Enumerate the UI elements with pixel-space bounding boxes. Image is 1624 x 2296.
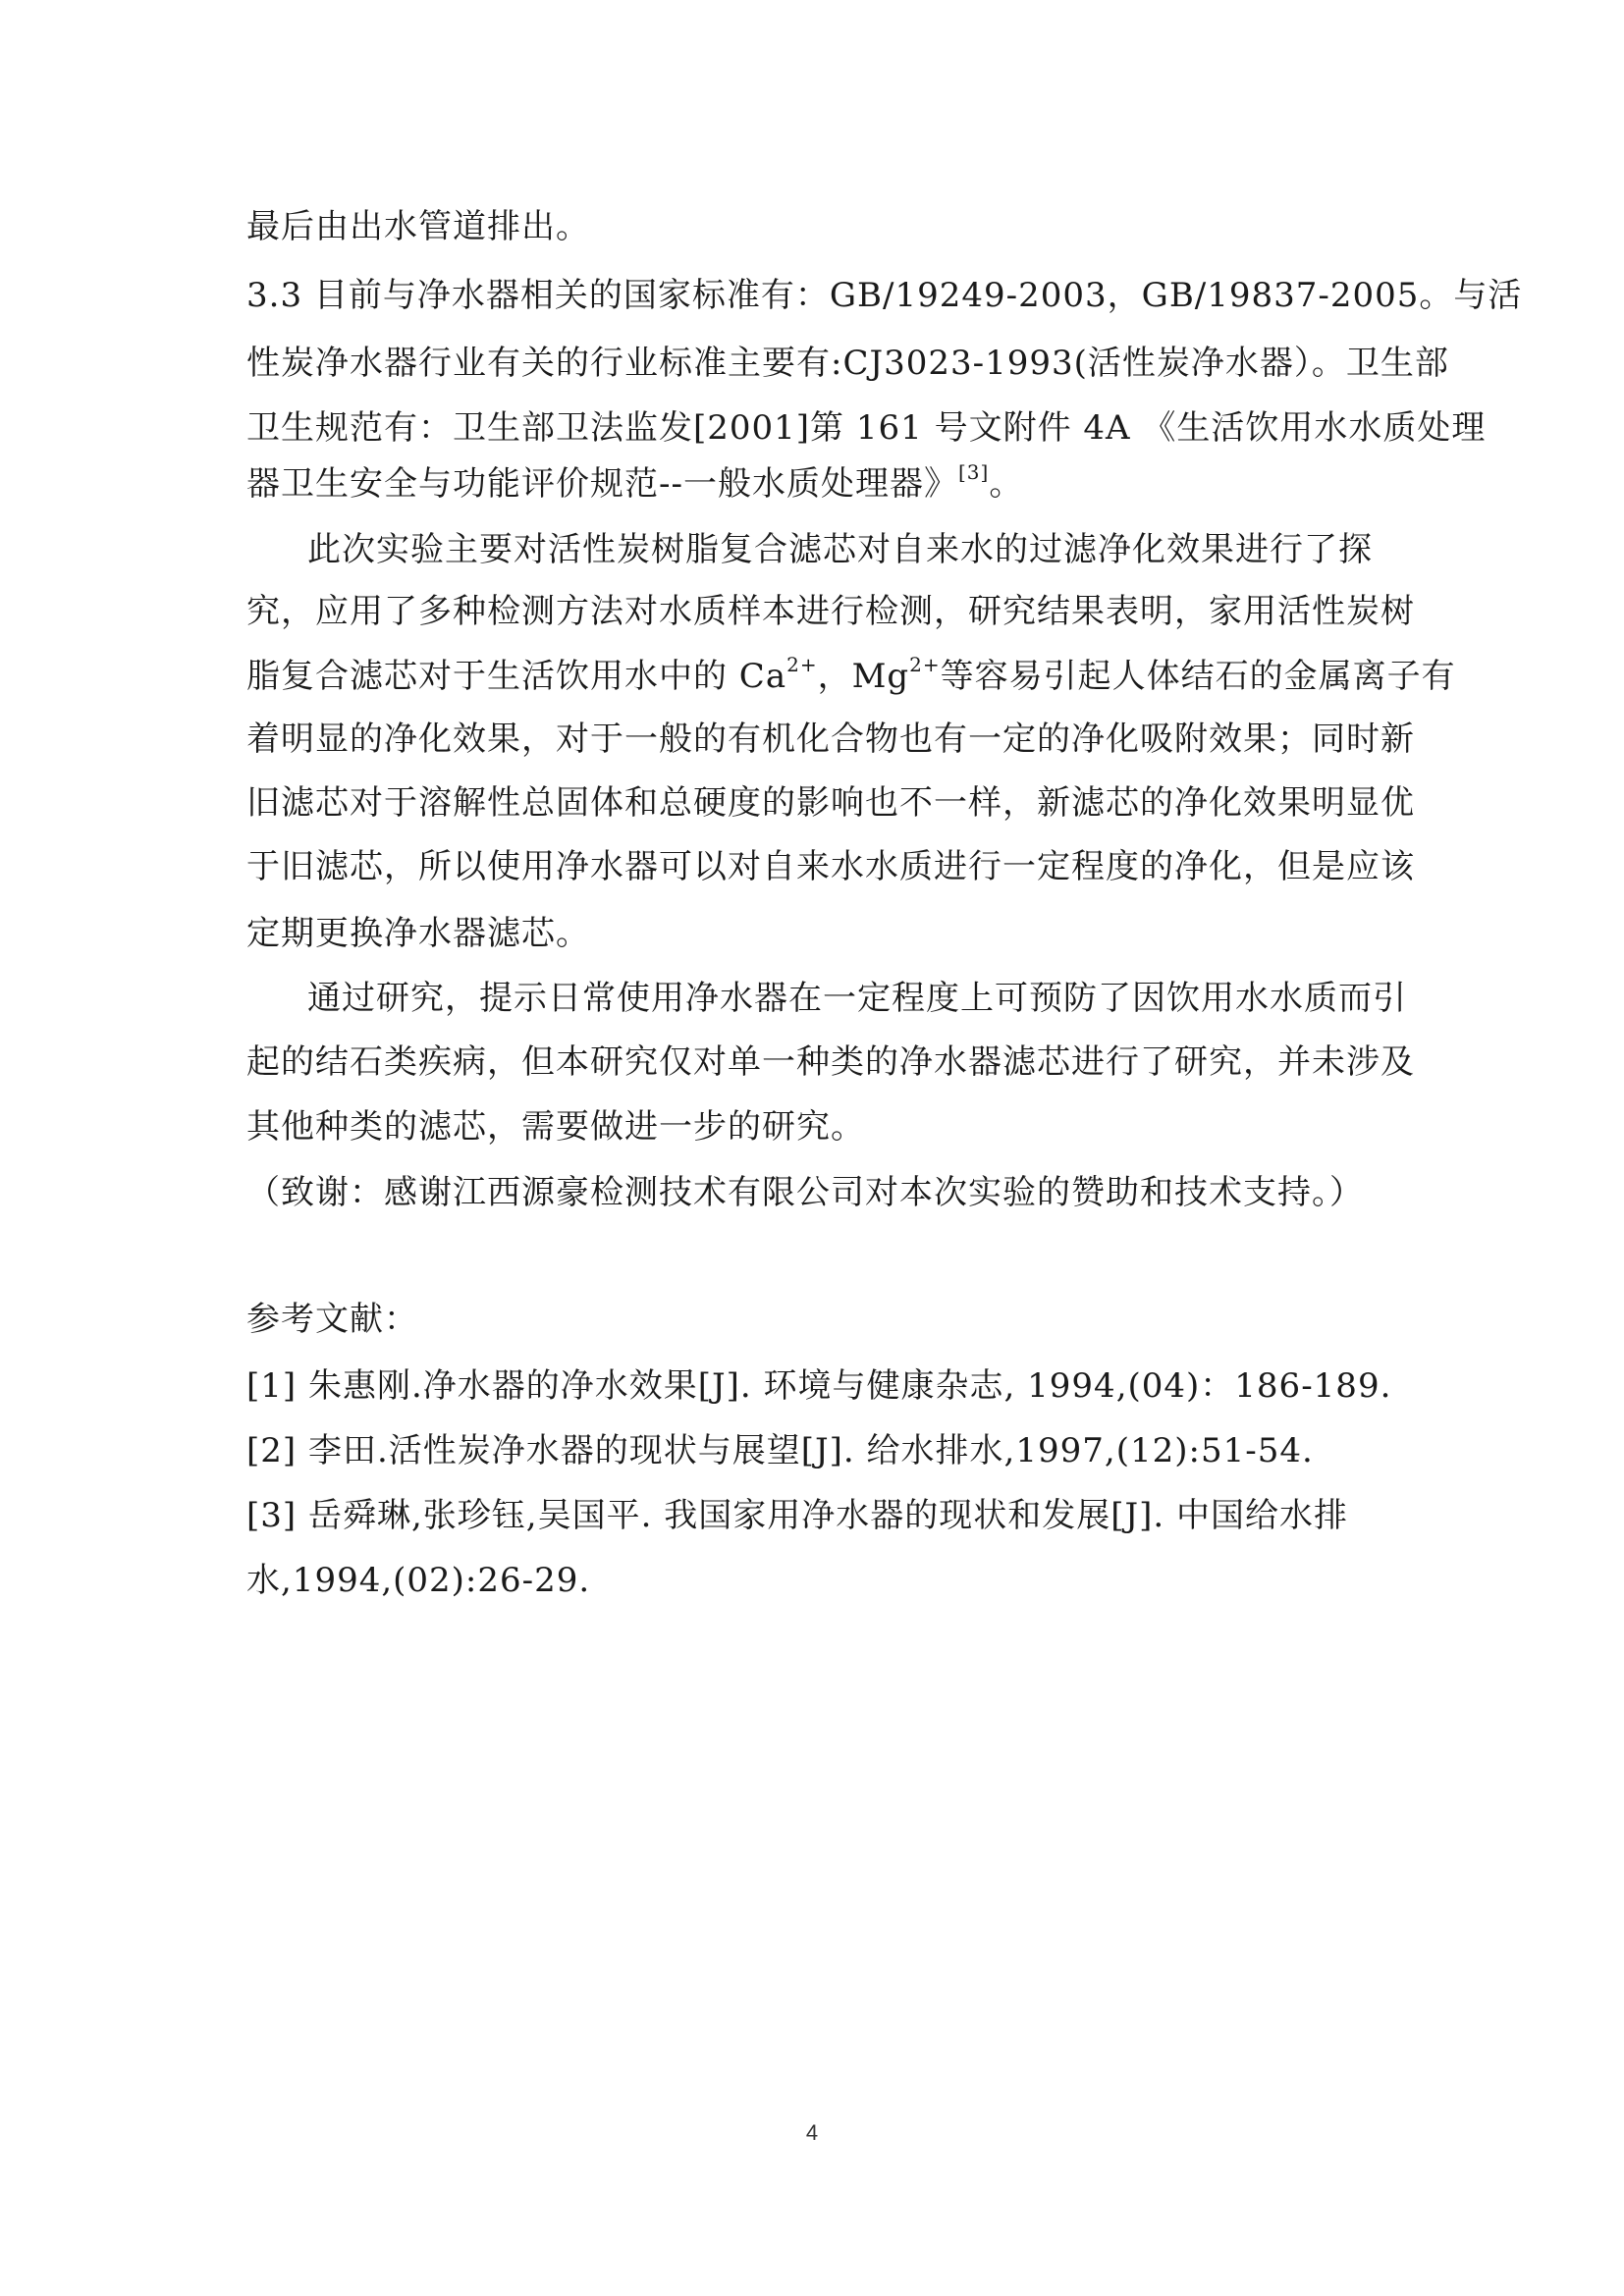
paragraph-line: 着明显的净化效果，对于一般的有机化合物也有一定的净化吸附效果；同时新	[246, 720, 1415, 759]
paragraph-line: 通过研究，提示日常使用净水器在一定程度上可预防了因饮用水水质而引	[307, 979, 1407, 1018]
text-line: 性炭净水器行业有关的行业标准主要有:CJ3023-1993(活性炭净水器）。卫生部	[246, 344, 1449, 383]
text-span: 脂复合滤芯对于生活饮用水中的 Ca	[246, 657, 787, 696]
reference-item-continued: 水,1994,(02):26-29.	[246, 1561, 591, 1600]
paragraph-line: 此次实验主要对活性炭树脂复合滤芯对自来水的过滤净化效果进行了探	[307, 530, 1373, 569]
acknowledgement: （致谢：感谢江西源豪检测技术有限公司对本次实验的赞助和技术支持。）	[246, 1173, 1364, 1212]
paragraph-line: 究，应用了多种检测方法对水质样本进行检测，研究结果表明，家用活性炭树	[246, 592, 1415, 631]
section-3-3-line: 3.3 目前与净水器相关的国家标准有：GB/19249-2003，GB/19837-2005。与活	[246, 276, 1523, 315]
text-span: 器卫生安全与功能评价规范--一般水质处理器》	[246, 464, 958, 504]
reference-item: [3] 岳舜琳,张珍钰,吴国平. 我国家用净水器的现状和发展[J]. 中国给水排	[246, 1496, 1348, 1535]
ion-charge-superscript: 2+	[909, 652, 941, 676]
text-line: 卫生规范有：卫生部卫法监发[2001]第 161 号文附件 4A 《生活饮用水水质处理	[246, 408, 1487, 448]
references-title: 参考文献：	[246, 1300, 418, 1339]
text-span: 。	[989, 464, 1024, 504]
paragraph-line: 旧滤芯对于溶解性总固体和总硬度的影响也不一样，新滤芯的净化效果明显优	[246, 783, 1415, 823]
citation-superscript: [3]	[957, 459, 990, 484]
page-number: 4	[805, 2120, 819, 2145]
paragraph-line: 其他种类的滤芯，需要做进一步的研究。	[246, 1107, 865, 1147]
text-line: 最后由出水管道排出。	[246, 207, 590, 246]
reference-item: [2] 李田.活性炭净水器的现状与展望[J]. 给水排水,1997,(12):51-54.	[246, 1431, 1314, 1470]
paragraph-line	[246, 652, 1456, 698]
paragraph-line: 定期更换净水器滤芯。	[246, 914, 590, 953]
text-span: 等容易引起人体结石的金属离子有	[940, 657, 1456, 696]
paragraph-line: 于旧滤芯，所以使用净水器可以对自来水水质进行一定程度的净化，但是应该	[246, 847, 1415, 886]
text-span: ，Mg	[817, 657, 910, 696]
reference-item: [1] 朱惠刚.净水器的净水效果[J]. 环境与健康杂志, 1994,(04)：186-189.	[246, 1366, 1392, 1406]
text-line	[246, 459, 1024, 506]
ion-charge-superscript: 2+	[786, 652, 818, 676]
paragraph-line: 起的结石类疾病，但本研究仅对单一种类的净水器滤芯进行了研究，并未涉及	[246, 1042, 1415, 1082]
